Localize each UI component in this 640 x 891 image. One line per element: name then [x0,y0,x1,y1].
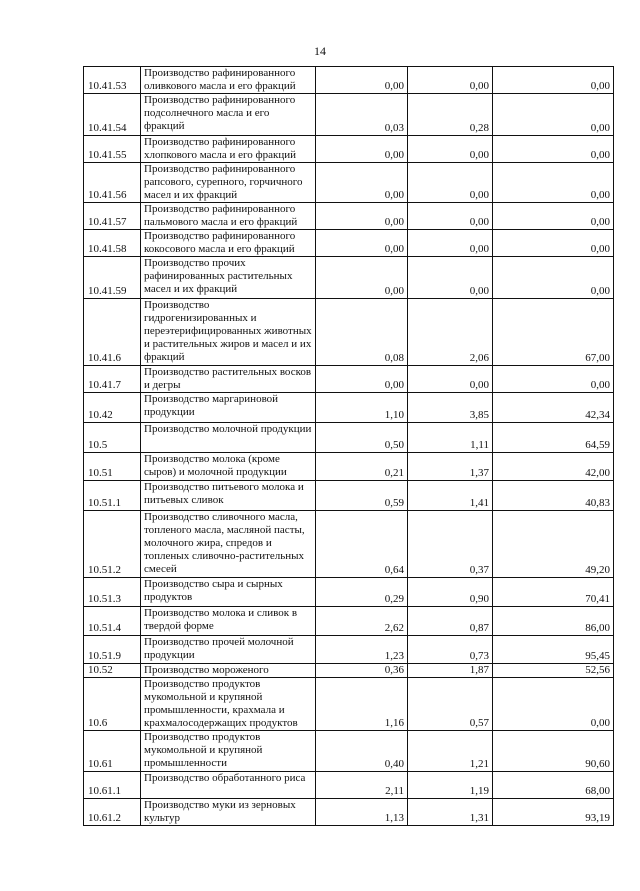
table-row [84,772,614,799]
value-cell-3: 0,00 [493,136,614,163]
value-cell-3: 70,41 [493,578,614,607]
table-row [84,203,614,230]
table-row [84,678,614,731]
code-cell: 10.41.53 [84,67,141,94]
value-cell-2: 0,87 [408,607,493,636]
name-cell: Производство обработанного риса [141,772,316,799]
name-cell: Производство гидрогенизированных и переэтерифицированных животных и растительных жиров и масел и их фракций [141,299,316,366]
table-row [84,67,614,94]
value-cell-3: 0,00 [493,94,614,136]
code-cell: 10.41.57 [84,203,141,230]
name-cell: Производство продуктов мукомольной и крупяной промышленности, крахмала и крахмалосодержащих продуктов [141,678,316,731]
table-row [84,136,614,163]
value-cell-1: 2,11 [316,772,408,799]
value-cell-1: 0,08 [316,299,408,366]
code-cell: 10.5 [84,423,141,453]
table-row [84,799,614,826]
code-cell: 10.52 [84,664,141,678]
table-row [84,366,614,393]
value-cell-1: 0,00 [316,163,408,203]
value-cell-1: 0,50 [316,423,408,453]
value-cell-2: 0,28 [408,94,493,136]
value-cell-3: 52,56 [493,664,614,678]
name-cell: Производство рафинированного оливкового масла и его фракций [141,67,316,94]
value-cell-3: 0,00 [493,163,614,203]
data-table [83,66,614,826]
value-cell-3: 93,19 [493,799,614,826]
name-cell: Производство питьевого молока и питьевых сливок [141,481,316,511]
value-cell-2: 0,00 [408,67,493,94]
code-cell: 10.61.1 [84,772,141,799]
value-cell-2: 1,87 [408,664,493,678]
value-cell-1: 0,00 [316,366,408,393]
value-cell-3: 0,00 [493,230,614,257]
value-cell-2: 0,73 [408,636,493,664]
name-cell: Производство прочей молочной продукции [141,636,316,664]
page-number: 14 [314,44,326,58]
value-cell-2: 1,11 [408,423,493,453]
name-cell: Производство молочной продукции [141,423,316,453]
value-cell-1: 1,13 [316,799,408,826]
value-cell-2: 1,19 [408,772,493,799]
value-cell-3: 64,59 [493,423,614,453]
name-cell: Производство прочих рафинированных растительных масел и их фракций [141,257,316,299]
name-cell: Производство сыра и сырных продуктов [141,578,316,607]
name-cell: Производство молока и сливок в твердой форме [141,607,316,636]
value-cell-2: 0,00 [408,366,493,393]
value-cell-1: 0,00 [316,136,408,163]
value-cell-2: 0,00 [408,136,493,163]
value-cell-3: 42,00 [493,453,614,481]
name-cell: Производство мороженого [141,664,316,678]
name-cell: Производство рафинированного рапсового, сурепного, горчичного масел и их фракций [141,163,316,203]
table-row [84,636,614,664]
table-row [84,607,614,636]
name-cell: Производство сливочного масла, топленого масла, масляной пасты, молочного жира, спредов и топленых сливочно-растительных смесей [141,511,316,578]
value-cell-1: 1,16 [316,678,408,731]
code-cell: 10.51.2 [84,511,141,578]
value-cell-1: 0,29 [316,578,408,607]
code-cell: 10.41.56 [84,163,141,203]
value-cell-3: 95,45 [493,636,614,664]
value-cell-3: 49,20 [493,511,614,578]
code-cell: 10.6 [84,678,141,731]
code-cell: 10.51 [84,453,141,481]
value-cell-2: 0,57 [408,678,493,731]
table-row [84,94,614,136]
value-cell-2: 0,00 [408,163,493,203]
value-cell-1: 0,64 [316,511,408,578]
table-row [84,299,614,366]
name-cell: Производство муки из зерновых культур [141,799,316,826]
value-cell-2: 1,21 [408,731,493,772]
table-row [84,163,614,203]
table-row [84,578,614,607]
table-row [84,230,614,257]
value-cell-1: 0,40 [316,731,408,772]
name-cell: Производство растительных восков и дегры [141,366,316,393]
value-cell-3: 0,00 [493,366,614,393]
code-cell: 10.51.9 [84,636,141,664]
value-cell-3: 67,00 [493,299,614,366]
value-cell-2: 0,00 [408,257,493,299]
value-cell-2: 0,37 [408,511,493,578]
value-cell-1: 0,36 [316,664,408,678]
value-cell-3: 40,83 [493,481,614,511]
value-cell-1: 1,23 [316,636,408,664]
value-cell-2: 1,37 [408,453,493,481]
table-row [84,481,614,511]
value-cell-1: 0,03 [316,94,408,136]
code-cell: 10.41.54 [84,94,141,136]
value-cell-1: 1,10 [316,393,408,423]
name-cell: Производство рафинированного хлопкового масла и его фракций [141,136,316,163]
name-cell: Производство молока (кроме сыров) и молочной продукции [141,453,316,481]
value-cell-3: 0,00 [493,203,614,230]
table-row [84,731,614,772]
code-cell: 10.41.59 [84,257,141,299]
value-cell-1: 0,59 [316,481,408,511]
code-cell: 10.42 [84,393,141,423]
table-row [84,511,614,578]
name-cell: Производство рафинированного пальмового масла и его фракций [141,203,316,230]
value-cell-1: 2,62 [316,607,408,636]
table-body [84,67,614,826]
value-cell-1: 0,00 [316,67,408,94]
code-cell: 10.41.6 [84,299,141,366]
value-cell-2: 0,00 [408,203,493,230]
name-cell: Производство маргариновой продукции [141,393,316,423]
value-cell-2: 2,06 [408,299,493,366]
table-row [84,257,614,299]
code-cell: 10.61 [84,731,141,772]
code-cell: 10.41.7 [84,366,141,393]
value-cell-2: 1,31 [408,799,493,826]
code-cell: 10.51.1 [84,481,141,511]
name-cell: Производство продуктов мукомольной и крупяной промышленности [141,731,316,772]
name-cell: Производство рафинированного кокосового масла и его фракций [141,230,316,257]
value-cell-3: 90,60 [493,731,614,772]
value-cell-2: 0,90 [408,578,493,607]
value-cell-1: 0,00 [316,203,408,230]
table-row [84,664,614,678]
value-cell-3: 0,00 [493,257,614,299]
code-cell: 10.61.2 [84,799,141,826]
value-cell-3: 86,00 [493,607,614,636]
value-cell-3: 0,00 [493,67,614,94]
table-row [84,423,614,453]
value-cell-3: 0,00 [493,678,614,731]
value-cell-3: 42,34 [493,393,614,423]
value-cell-1: 0,21 [316,453,408,481]
value-cell-1: 0,00 [316,230,408,257]
value-cell-2: 0,00 [408,230,493,257]
table-row [84,453,614,481]
value-cell-3: 68,00 [493,772,614,799]
value-cell-1: 0,00 [316,257,408,299]
value-cell-2: 1,41 [408,481,493,511]
code-cell: 10.41.58 [84,230,141,257]
code-cell: 10.51.3 [84,578,141,607]
value-cell-2: 3,85 [408,393,493,423]
code-cell: 10.41.55 [84,136,141,163]
code-cell: 10.51.4 [84,607,141,636]
table-row [84,393,614,423]
name-cell: Производство рафинированного подсолнечного масла и его фракций [141,94,316,136]
